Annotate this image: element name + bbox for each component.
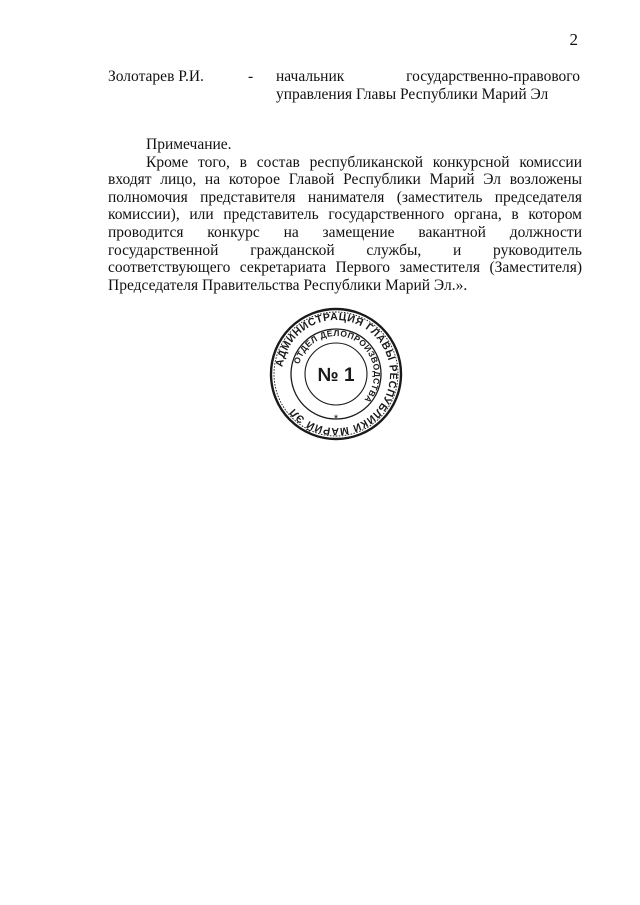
note-paragraph: Кроме того, в состав республиканской конкурсной комиссии входят лицо, на которое Главой Республики Марий Эл возложены полномочия представителя нанимателя (заместитель председателя комиссии), или представитель государственного органа, в котором проводится конкурс на замещение вакантной должности государственной гражданской службы, и руководитель соответствующего секретариата Первого заместителя (Заместителя) Председателя Правительства Республики Марий Эл.». bbox=[108, 153, 582, 294]
position-word-2: государственно-правового bbox=[406, 68, 580, 85]
seal-inner-text: ОТДЕЛ ДЕЛОПРОИЗВОДСТВА bbox=[291, 327, 383, 406]
signatory-dash: - bbox=[248, 68, 254, 85]
signatory-name: Золотарев Р.И. bbox=[108, 68, 204, 85]
position-word-1: начальник bbox=[276, 68, 345, 85]
official-seal bbox=[268, 306, 404, 442]
seal-graphic bbox=[268, 306, 404, 442]
note-section bbox=[108, 136, 582, 294]
note-heading: Примечание. bbox=[146, 136, 232, 153]
position-line-2: управления Главы Республики Марий Эл bbox=[276, 86, 549, 103]
signatory-position bbox=[276, 68, 580, 104]
page-number: 2 bbox=[569, 30, 578, 49]
seal-outer-text: АДМИНИСТРАЦИЯ ГЛАВЫ РЕСПУБЛИКИ МАРИЙ ЭЛ bbox=[273, 310, 400, 438]
seal-number: № 1 bbox=[317, 365, 355, 386]
seal-star-bottom: * bbox=[333, 413, 339, 425]
